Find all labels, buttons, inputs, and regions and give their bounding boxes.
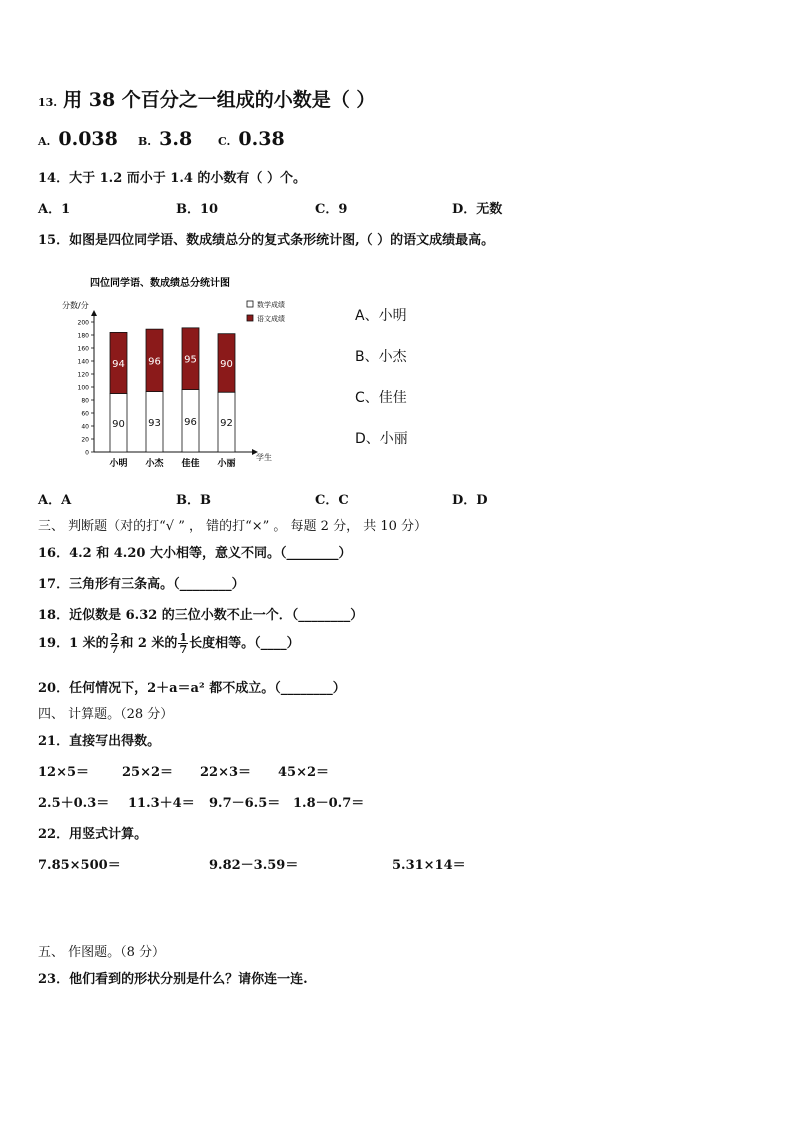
y-tick-label: 180 [77,332,89,340]
y-tick-label: 80 [81,397,89,405]
vertical-calc-item: 7.85×500＝ [38,858,121,873]
section3-header: 三、 判断题（对的打“√ ” ， 错的打“×” 。 每题 2 分， 共 10 分） [38,519,428,534]
bar-value-label: 90 [220,358,233,370]
y-tick-label: 20 [81,436,89,444]
calc-item: 11.3＋4＝ [128,796,195,811]
q13-text: 用 38 个百分之一组成的小数是（ ） [63,89,376,111]
q15-option-d: D．D [452,493,488,508]
q15-stem: 15．如图是四位同学语、数成绩总分的复式条形统计图,（ ）的语文成绩最高。 [38,233,495,248]
q14-stem: 14．大于 1.2 而小于 1.4 的小数有（ ）个。 [38,171,306,186]
section4-header: 四、 计算题。（28 分） [38,707,174,722]
chart-title: 四位同学语、数成绩总分统计图 [90,278,230,289]
y-tick-label: 40 [81,423,89,431]
calc-item: 1.8－0.7＝ [293,796,365,811]
y-tick-label: 120 [77,371,89,379]
calc-item: 2.5＋0.3＝ [38,796,110,811]
bar-value-label: 95 [184,354,197,366]
section5-header: 五、 作图题。（8 分） [38,945,166,960]
q19: 19．1 米的 $\frac{2}{7}$ 和 2 米的 $\frac{1}{7}$ 长度相等。（____） [38,631,300,656]
legend-label-math: 数学成绩 [257,301,285,309]
bar-value-label: 90 [112,418,125,430]
q16: 16．4.2 和 4.20 大小相等，意义不同。（________） [38,546,352,561]
calc-item: 12×5＝ [38,765,90,780]
y-tick-label: 60 [81,410,89,418]
y-tick-label: 200 [77,319,89,327]
q14-option-c: C．9 [315,202,348,217]
y-axis-arrow [91,310,97,316]
x-tick-label: 小明 [109,459,128,469]
bar-value-label: 92 [220,418,233,430]
q17: 17．三角形有三条高。（________） [38,577,245,592]
q14-option-b: B．10 [176,202,219,217]
q13-stem [38,85,375,112]
y-tick-label: 140 [77,358,89,366]
x-tick-label: 小丽 [217,459,236,469]
q13-option-c: C. 0.38 [218,128,285,150]
fraction-2-7: $\frac{2}{7}$ [110,631,119,656]
q15-option-b: B．B [176,493,211,508]
legend-label-chinese: 语文成绩 [257,315,285,323]
legend-swatch-math [247,301,253,307]
calc-item: 9.7－6.5＝ [209,796,281,811]
q14-option-a: A．1 [38,202,71,217]
calc-item: 22×3＝ [200,765,252,780]
y-tick-label: 0 [85,449,89,457]
q22: 22．用竖式计算。 [38,827,148,842]
q14-option-d: D．无数 [452,202,503,217]
vertical-calc-item: 5.31×14＝ [392,858,466,873]
q15-option-a: A．A [38,493,72,508]
chart-ylabel: 分数/分 [62,301,89,310]
calc-item: 45×2＝ [278,765,330,780]
vertical-calc-item: 9.82－3.59＝ [209,858,299,873]
q13-option-b: B. 3.8 [138,128,193,150]
q13-number: 13. [38,96,58,109]
bar-value-label: 94 [112,358,125,370]
q21: 21．直接写出得数。 [38,734,161,749]
q15-option-c: C．C [315,493,349,508]
fraction-1-7: $\frac{1}{7}$ [179,631,188,656]
x-tick-label: 佳佳 [181,459,200,469]
q23: 23．他们看到的形状分别是什么？请你连一连. [38,972,308,987]
bar-value-label: 93 [148,417,161,429]
chart-xlabel: 学生 [256,453,272,462]
q15-choice-b: B、小杰 [355,349,407,365]
bar-value-label: 96 [148,356,161,368]
q13-option-a: A. 0.038 [38,128,118,150]
q15-choice-c: C、佳佳 [355,390,407,406]
legend-swatch-chinese [247,315,253,321]
calc-item: 25×2＝ [122,765,174,780]
q15-choice-a: A、小明 [355,308,407,324]
q15-choice-d: D、小丽 [355,431,408,447]
q18: 18．近似数是 6.32 的三位小数不止一个．（________） [38,608,364,623]
y-tick-label: 100 [77,384,89,392]
x-tick-label: 小杰 [145,459,164,469]
score-bar-chart [62,272,312,472]
y-tick-label: 160 [77,345,89,353]
bar-value-label: 96 [184,416,197,428]
q20: 20．任何情况下，2＋a＝a² 都不成立。（________） [38,681,346,696]
